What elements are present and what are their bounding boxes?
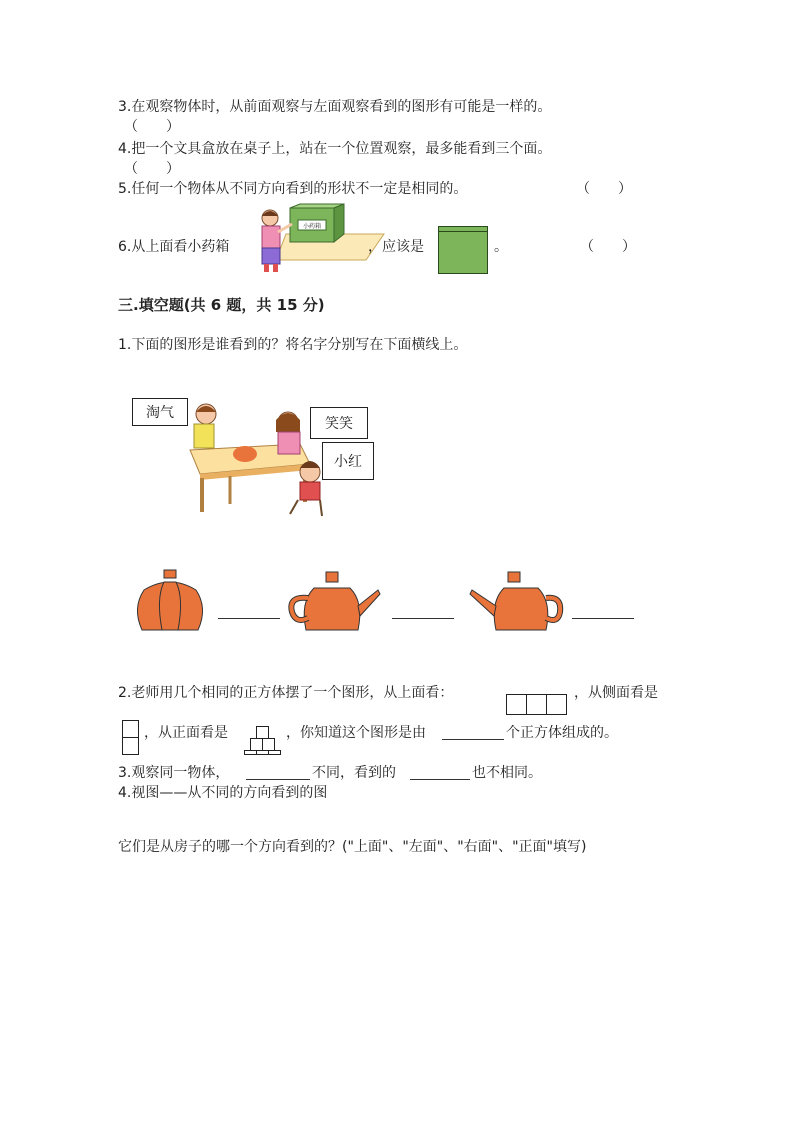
fill-question-3-part1: 3.观察同一物体，: [118, 765, 230, 781]
fill-question-2-part3: ，从正面看是: [144, 725, 228, 741]
teapot-side-view-spout-left: [462, 568, 562, 638]
top-view-three-squares: [506, 694, 570, 716]
fill-question-4: 4.视图——从不同的方向看到的图: [118, 785, 328, 801]
teapot-answer-blank-1[interactable]: [218, 618, 280, 619]
question-6-suffix: 。: [494, 239, 508, 255]
fill-question-2-part4: ，你知道这个图形是由: [286, 725, 426, 741]
fill-question-2-part1: 2.老师用几个相同的正方体摆了一个图形，从上面看：: [118, 685, 454, 701]
question-5-answer[interactable]: （ ）: [576, 181, 632, 197]
question-3-text: 3.在观察物体时，从前面观察与左面观察看到的图形有可能是一样的。: [118, 99, 552, 115]
fill-question-3-blank-2[interactable]: [410, 779, 470, 780]
name-label-xiaoxiao: 笑笑: [310, 407, 368, 439]
teapot-side-view-spout-right: [286, 568, 386, 638]
question-6-answer[interactable]: （ ）: [580, 239, 636, 255]
side-view-two-squares: [122, 720, 142, 756]
question-6-middle: ，应该是: [368, 239, 424, 255]
section-title: 三.填空题(共 6 题，共 15 分): [118, 296, 325, 314]
fill-question-1: 1.下面的图形是谁看到的？将名字分别写在下面横线上。: [118, 337, 468, 353]
fill-question-2-part5: 个正方体组成的。: [506, 725, 618, 741]
fill-question-4-subtext: 它们是从房子的哪一个方向看到的？("上面"、"左面"、"右面"、"正面"填写): [118, 839, 587, 855]
teapot-answer-blank-2[interactable]: [392, 618, 454, 619]
question-6-prefix: 6.从上面看小药箱: [118, 239, 230, 255]
green-square-option: [438, 226, 488, 274]
question-4-answer[interactable]: （ ）: [124, 161, 180, 177]
front-view-stacked-squares: [242, 726, 286, 756]
medicine-box-label: 小药箱: [302, 223, 322, 230]
green-square-top-line: [438, 231, 488, 232]
fill-question-2-part2: ，从侧面看是: [574, 685, 658, 701]
name-label-taoqi: 淘气: [132, 398, 188, 426]
question-5-text: 5.任何一个物体从不同方向看到的形状不一定是相同的。: [118, 181, 468, 197]
fill-question-3-blank-1[interactable]: [246, 779, 310, 780]
name-label-xiaohong: 小红: [322, 442, 374, 480]
fill-question-3-part2: 不同，看到的: [312, 765, 396, 781]
cube-count-blank[interactable]: [442, 739, 504, 740]
question-4-text: 4.把一个文具盒放在桌子上，站在一个位置观察，最多能看到三个面。: [118, 141, 552, 157]
fill-question-3-part3: 也不相同。: [472, 765, 542, 781]
teapot-answer-blank-3[interactable]: [572, 618, 634, 619]
teapot-front-view: [132, 568, 212, 638]
girl-with-medicine-box-illustration: [256, 204, 386, 274]
question-3-answer[interactable]: （ ）: [124, 119, 180, 135]
